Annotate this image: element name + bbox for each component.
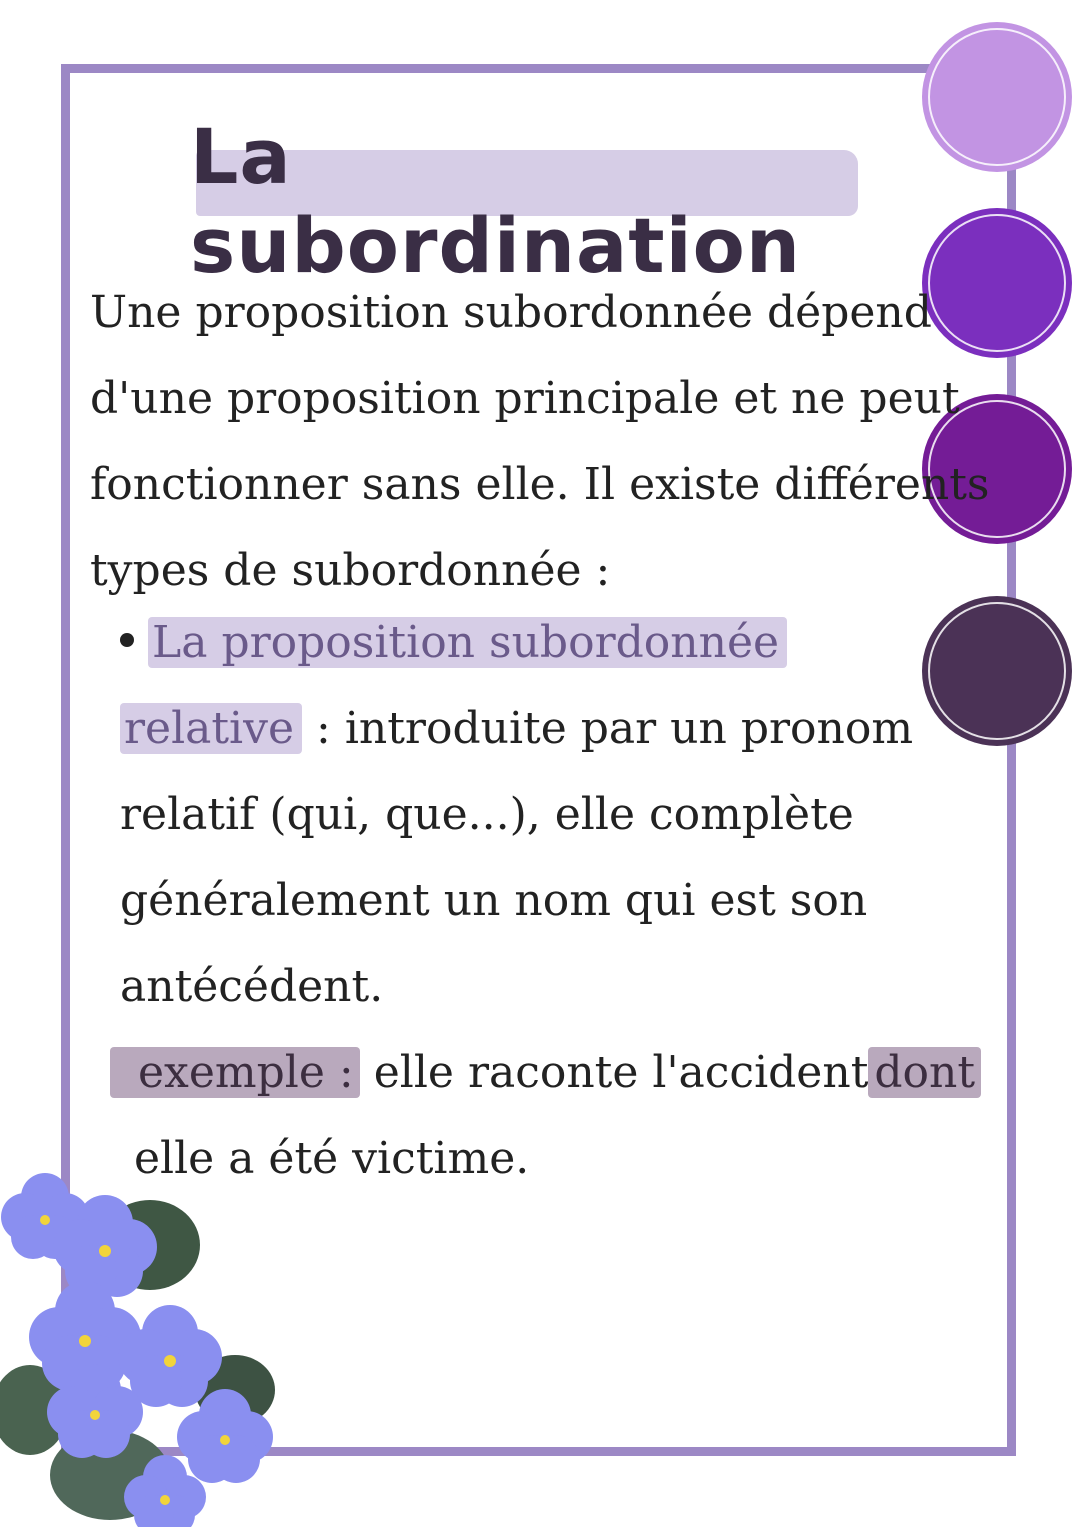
example-highlight-dont: dont	[868, 1047, 981, 1098]
bullet-term-part2: relative	[120, 703, 302, 754]
bullet-definition: : introduite par un pronom relatif (qui, que...), elle complète généralement un nom qui est son antécédent.	[120, 703, 914, 1012]
example-text-before: elle raconte l'accident	[373, 1047, 869, 1098]
intro-paragraph: Une proposition subordonnée dépend d'une proposition principale et ne peut fonctionner sans elle. Il existe différents types de subordonnée :	[90, 287, 990, 596]
example-label: exemple :	[110, 1047, 360, 1098]
violet-flowers-decoration	[0, 1160, 300, 1527]
example-text-after: elle a été victime.	[134, 1133, 530, 1184]
palette-circle-1	[922, 22, 1072, 172]
page-title: La subordination	[190, 112, 801, 290]
bullet-item-relative	[120, 600, 1000, 1202]
bullet-dot	[120, 633, 134, 647]
bullet-term-part1: La proposition subordonnée	[148, 617, 787, 668]
